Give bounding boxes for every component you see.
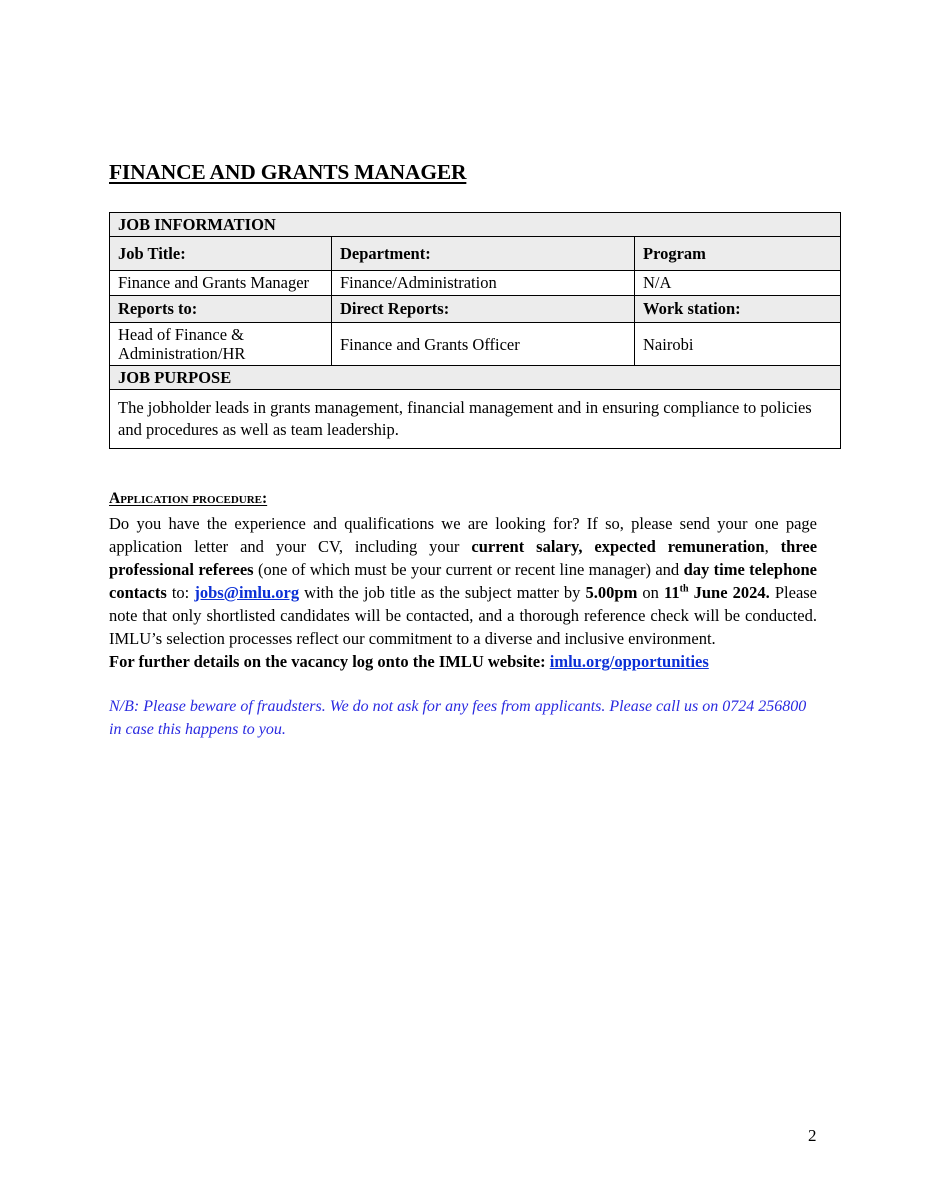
bold-salary: current salary, expected remuneration	[471, 537, 765, 556]
job-purpose-text: The jobholder leads in grants management, financial management and in ensuring compliance to policies and procedures as well as team leadership.	[110, 390, 841, 449]
reports-to-line-1: Head of Finance &	[118, 325, 244, 344]
text-run: Please note that only shortlisted candidates will be contacted, and a thorough reference check will be conducted. IMLU’s selection processes reflect our commitment to a diverse and inclusive environment.	[109, 583, 818, 648]
text-run: on	[637, 583, 665, 602]
page-title: FINANCE AND GRANTS MANAGER	[109, 160, 467, 184]
job-purpose-heading: JOB PURPOSE	[110, 366, 841, 390]
application-heading: Application procedure:	[109, 490, 268, 507]
direct-reports-label: Direct Reports:	[332, 296, 635, 323]
table-value-row-2	[110, 323, 841, 366]
further-details	[109, 650, 817, 673]
job-title-label: Job Title:	[110, 237, 332, 271]
email-link[interactable]: jobs@imlu.org	[194, 583, 300, 602]
reports-to-label: Reports to:	[110, 296, 332, 323]
job-title-value: Finance and Grants Manager	[110, 271, 332, 296]
department-label: Department:	[332, 237, 635, 271]
job-purpose-row	[110, 390, 841, 449]
department-value: Finance/Administration	[332, 271, 635, 296]
direct-reports-value: Finance and Grants Officer	[332, 323, 635, 366]
work-station-label: Work station:	[635, 296, 841, 323]
table-header-row-2	[110, 296, 841, 323]
bold-referees: three professional referees	[109, 537, 818, 579]
bold-deadline-time: 5.00pm	[585, 583, 638, 602]
program-value: N/A	[635, 271, 841, 296]
bold-deadline-day: 11	[664, 583, 680, 602]
job-information-heading: JOB INFORMATION	[110, 213, 841, 237]
bold-deadline-date: June 2024.	[688, 583, 770, 602]
reports-to-line-2: Administration/HR	[118, 344, 246, 363]
further-details-text: For further details on the vacancy log onto the IMLU website:	[109, 652, 550, 671]
date-suffix: th	[679, 583, 689, 595]
fraud-warning-note: N/B: Please beware of fraudsters. We do not ask for any fees from applicants. Please call us on 0724 256800 in case this happens to you.	[109, 698, 807, 738]
text-run: Do you have the experience and qualifications we are looking for? If so, please send your one page application letter and your CV, including your	[109, 514, 817, 556]
text-run: to:	[166, 583, 195, 602]
job-purpose-header-row	[110, 366, 841, 390]
job-information-table	[109, 212, 841, 449]
program-label: Program	[635, 237, 841, 271]
reports-to-value	[110, 323, 332, 366]
application-paragraph	[109, 512, 817, 650]
page-number: 2	[808, 1126, 817, 1145]
table-header-row	[110, 237, 841, 271]
text-run: (one of which must be your current or recent line manager) and	[253, 560, 684, 579]
website-link[interactable]: imlu.org/opportunities	[549, 652, 709, 671]
work-station-value: Nairobi	[635, 323, 841, 366]
application-section	[109, 487, 817, 741]
job-information-header-row	[110, 213, 841, 237]
text-run: with the job title as the subject matter by	[299, 583, 586, 602]
bold-contacts: day time telephone contacts	[109, 560, 818, 602]
table-value-row	[110, 271, 841, 296]
text-run: ,	[764, 537, 781, 556]
